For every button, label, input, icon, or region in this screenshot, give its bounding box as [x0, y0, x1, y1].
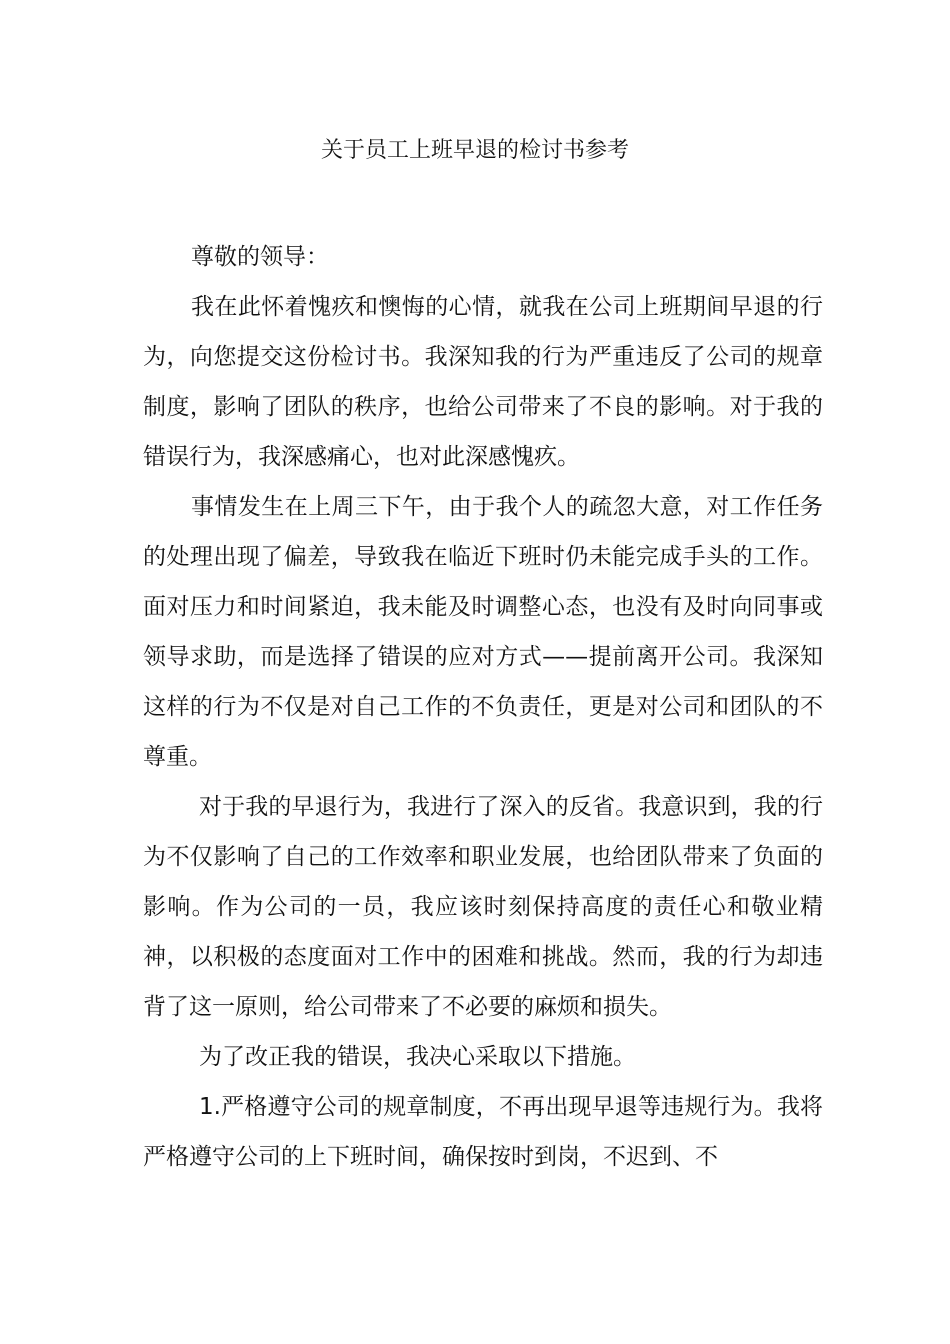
- document-title: 关于员工上班早退的检讨书参考: [320, 138, 629, 163]
- paragraph-apology: 我在此怀着愧疚和懊悔的心情，就我在公司上班期间早退的行为，向您提交这份检讨书。我深知我的行为严重违反了公司的规章制度，影响了团队的秩序，也给公司带来了不良的影响。对于我的错误行为，我深感痛心，也对此深感愧疚。: [143, 294, 823, 470]
- paragraph-measures-intro: 为了改正我的错误，我决心采取以下措施。: [199, 1044, 636, 1070]
- paragraph-reflection: 对于我的早退行为，我进行了深入的反省。我意识到，我的行为不仅影响了自己的工作效率和职业发展，也给团队带来了负面的影响。作为公司的一员，我应该时刻保持高度的责任心和敬业精神，以积极的态度面对工作中的困难和挑战。然而，我的行为却违背了这一原则，给公司带来了不必要的麻烦和损失。: [143, 794, 823, 1020]
- document-body: [143, 232, 823, 1182]
- paragraph-incident: 事情发生在上周三下午，由于我个人的疏忽大意，对工作任务的处理出现了偏差，导致我在临近下班时仍未能完成手头的工作。面对压力和时间紧迫，我未能及时调整心态，也没有及时向同事或领导求助，而是选择了错误的应对方式——提前离开公司。我深知这样的行为不仅是对自己工作的不负责任，更是对公司和团队的不尊重。: [143, 494, 823, 770]
- paragraph-measure-1: 1.严格遵守公司的规章制度，不再出现早退等违规行为。我将严格遵守公司的上下班时间，确保按时到岗，不迟到、不: [143, 1094, 823, 1170]
- salutation: 尊敬的领导：: [191, 244, 329, 270]
